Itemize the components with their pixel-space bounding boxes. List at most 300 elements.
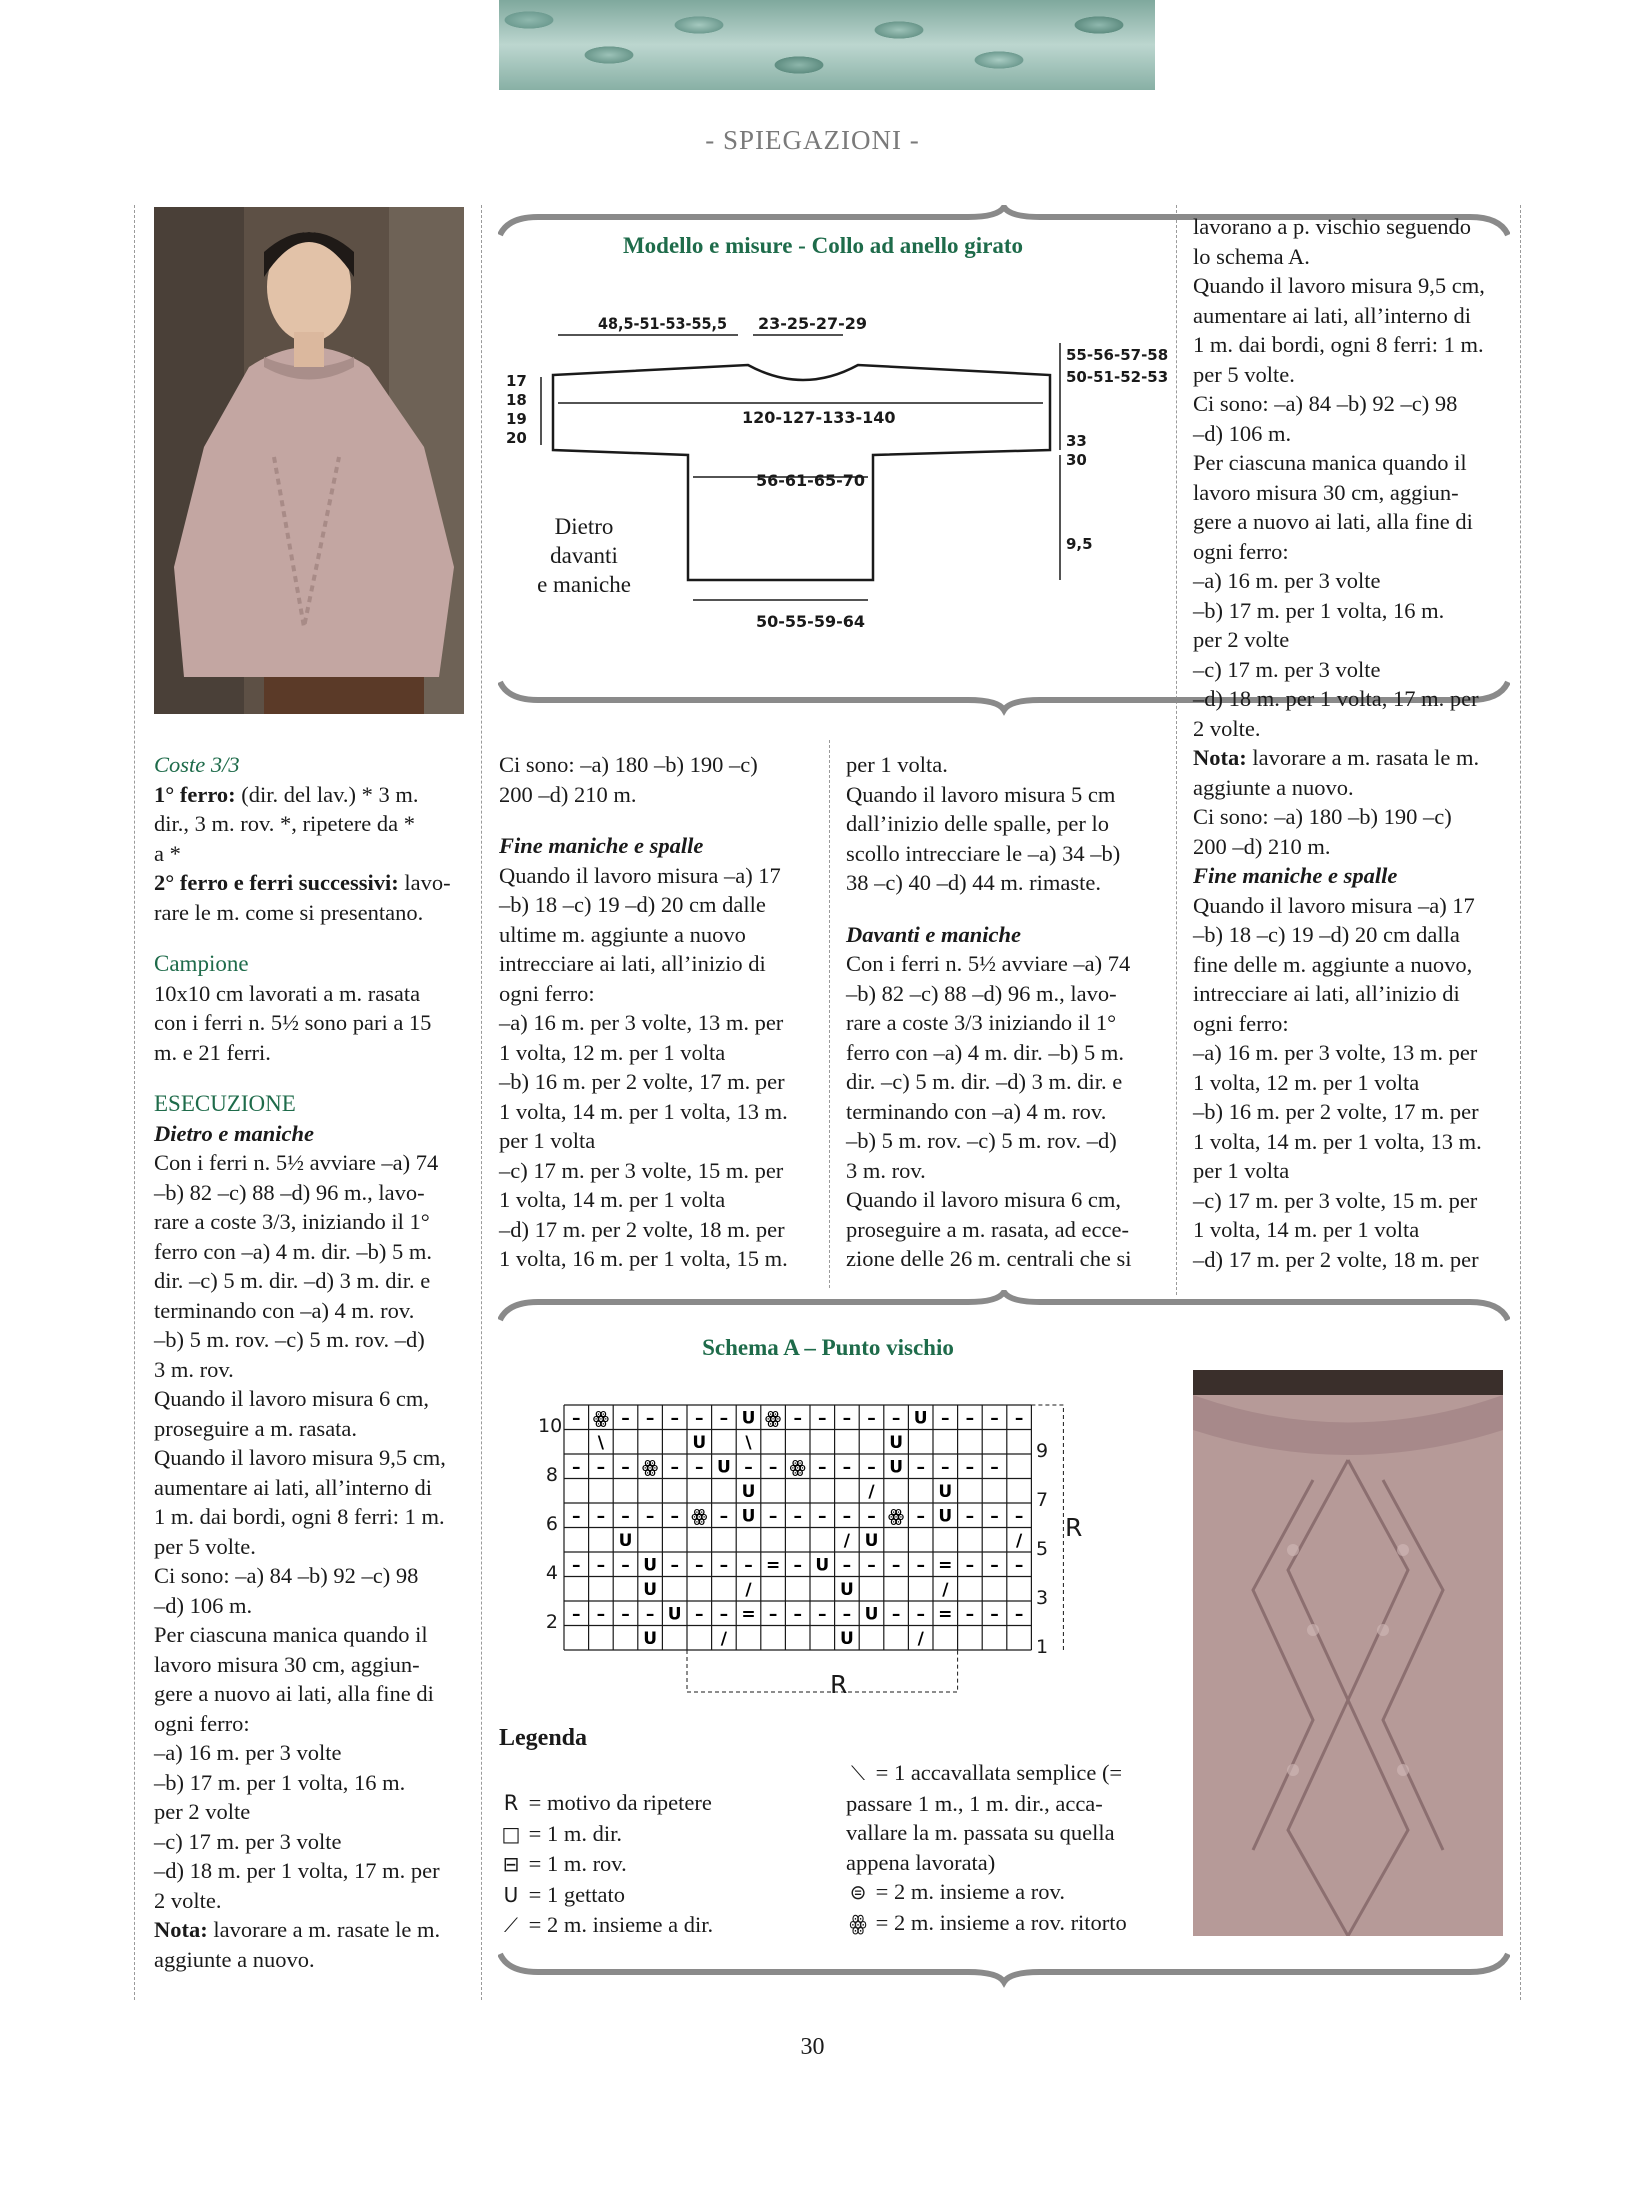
legend-text: = 1 gettato (523, 1881, 626, 1907)
piece-label-2: davanti (550, 543, 618, 568)
col2-line: Quando il lavoro misura –a) 17 (499, 862, 781, 888)
col3-line: 38 –c) 40 –d) 44 m. rimaste. (846, 870, 1101, 895)
chart-symbol: – (768, 1457, 778, 1478)
row-label: 4 (545, 1562, 558, 1584)
chart-symbol: U (864, 1530, 879, 1551)
twisted-stitch-icon: ꙮ (849, 1910, 867, 1935)
dietro-title: Dietro e maniche (154, 1120, 314, 1146)
column-3 (846, 750, 1156, 1274)
chart-symbol: – (670, 1408, 679, 1429)
dim-right-top-1: 55-56-57-58 (1066, 346, 1169, 364)
chart-symbol: – (1014, 1506, 1024, 1527)
chart-symbol: U (889, 1457, 904, 1478)
dietro-line: lavoro misura 30 cm, aggiun- (154, 1651, 420, 1677)
piece-label-3: e maniche (537, 572, 631, 597)
col3-line: zione delle 26 m. centrali che si (846, 1246, 1132, 1271)
dietro-line: proseguire a m. rasata. (154, 1415, 358, 1441)
dietro-line: –a) 16 m. per 3 volte (154, 1740, 342, 1765)
col2-line: intrecciare ai lati, all’inizio di (499, 951, 766, 976)
chart-symbol: – (695, 1555, 704, 1576)
col2-line: per 1 volta (499, 1128, 596, 1153)
chart-symbol: – (744, 1555, 753, 1576)
chart-symbol: – (990, 1408, 999, 1429)
chart-symbol: – (990, 1506, 999, 1527)
chart-symbol: ꙮ (764, 1408, 782, 1429)
row-label: 2 (545, 1611, 558, 1633)
chart-symbol: U (839, 1579, 854, 1600)
chart-symbol: – (621, 1457, 630, 1478)
col4-line: 1 volta, 14 m. per 1 volta, 13 m. (1193, 1128, 1482, 1154)
chart-symbol: – (891, 1604, 901, 1625)
davanti-title: Davanti e maniche (846, 921, 1021, 947)
repeat-label-right: R (1065, 1513, 1083, 1542)
chart-symbol: – (990, 1457, 999, 1478)
model-photo (154, 207, 464, 714)
chart-symbol: ∕ (942, 1579, 949, 1600)
dim-left-1: 17 (506, 372, 527, 390)
legend-right (846, 1758, 1166, 1938)
col4-line: ogni ferro: (1193, 1010, 1289, 1036)
schema-bottom-brace (498, 1950, 1510, 1990)
dim-sleeve-width: 48,5-51-53-55,5 (598, 314, 728, 333)
chart-symbol: – (572, 1408, 581, 1429)
row-label: 10 (538, 1415, 563, 1437)
col4-line: –a) 16 m. per 3 volte (1193, 568, 1381, 593)
chart-symbol: – (572, 1457, 581, 1478)
chart-symbol: – (596, 1457, 606, 1478)
chart-symbol: – (965, 1506, 975, 1527)
diagram-title: Modello e misure - Collo ad anello girato (622, 233, 1024, 258)
dietro-line: –b) 5 m. rov. –c) 5 m. rov. –d) (154, 1327, 425, 1352)
chart-symbol: ∕ (868, 1481, 875, 1502)
col4-line: ogni ferro: (1193, 538, 1289, 564)
coste-line-5: rare le m. come si presentano. (154, 899, 424, 925)
chart-symbol: – (867, 1506, 876, 1527)
col4-line: per 5 volte. (1193, 361, 1295, 387)
chart-symbol: – (596, 1506, 606, 1527)
chart-symbol: – (695, 1408, 704, 1429)
col2-line: 1 volta, 14 m. per 1 volta (499, 1187, 726, 1212)
chart-symbol: – (793, 1408, 802, 1429)
stitch-chart (528, 1395, 1108, 1715)
dim-neck-width: 23-25-27-29 (758, 314, 867, 333)
chart-symbol: – (719, 1604, 729, 1625)
col3-line: scollo intrecciare le –a) 34 –b) (846, 840, 1121, 866)
chart-symbol: – (867, 1408, 876, 1429)
section-title: - SPIEGAZIONI - (705, 125, 920, 155)
chart-symbol: – (719, 1408, 729, 1429)
nota-bold: Nota: (154, 1917, 208, 1942)
chart-cells (564, 1405, 1031, 1650)
dietro-line: rare a coste 3/3, iniziando il 1° (154, 1209, 430, 1234)
dietro-line: terminando con –a) 4 m. rov. (154, 1297, 415, 1323)
chart-symbol: ꙮ (789, 1457, 806, 1478)
chart-symbol: U (815, 1555, 830, 1576)
col4-nota-text: lavorare a m. rasata le m. (1246, 745, 1480, 770)
legend-text: = 2 m. insieme a rov. ritorto (870, 1909, 1127, 1935)
chart-symbol: – (941, 1457, 950, 1478)
chart-symbol: = (741, 1604, 756, 1625)
column-1 (154, 750, 462, 1974)
col4-line: –d) 18 m. per 1 volta, 17 m. per (1193, 686, 1479, 711)
coste-line-1 (154, 780, 462, 810)
dim-right-mid (1066, 432, 1087, 470)
col3-line: Con i ferri n. 5½ avviare –a) 74 (846, 951, 1131, 976)
col3-line: –b) 82 –c) 88 –d) 96 m., lavo- (846, 980, 1117, 1006)
dietro-line: –b) 82 –c) 88 –d) 96 m., lavo- (154, 1179, 425, 1205)
col4-line: –c) 17 m. per 3 volte, 15 m. per (1193, 1187, 1478, 1213)
chart-symbol: = (938, 1604, 953, 1625)
chart-symbol: \ (597, 1432, 605, 1453)
col2-line: ogni ferro: (499, 980, 595, 1006)
chart-symbol: – (793, 1555, 802, 1576)
schema-top-brace (498, 1290, 1510, 1330)
column-divider (1520, 205, 1521, 2000)
nota-line-2: aggiunte a nuovo. (154, 1946, 315, 1972)
col2-line: Ci sono: –a) 180 –b) 190 –c) (499, 752, 758, 777)
col4-line: Ci sono: –a) 180 –b) 190 –c) (1193, 804, 1452, 829)
chart-symbol: ∕ (1015, 1530, 1023, 1551)
dietro-line: 3 m. rov. (154, 1356, 234, 1382)
col4-line: 2 volte. (1193, 715, 1261, 741)
col4-line: intrecciare ai lati, all’inizio di (1193, 981, 1460, 1006)
legend-text: = 1 accavallata semplice (= (870, 1760, 1123, 1785)
chart-symbol: – (793, 1506, 802, 1527)
lace-closeup-photo (1193, 1370, 1503, 1936)
chart-symbol: – (916, 1555, 925, 1576)
col4-line: lavoro misura 30 cm, aggiun- (1193, 479, 1459, 505)
row-label: 6 (545, 1513, 558, 1535)
lace-closeup-illustration (1193, 1370, 1503, 1936)
legend-item-rov (499, 1849, 819, 1880)
col3-line: rare a coste 3/3 iniziando il 1° (846, 1010, 1117, 1035)
dietro-line: aumentare ai lati, all’interno di (154, 1474, 433, 1500)
col2-line: –b) 18 –c) 19 –d) 20 cm dalle (499, 892, 766, 917)
coste-line-4-bold: 2° ferro e ferri successivi: (154, 870, 399, 895)
chart-symbol: U (889, 1432, 904, 1453)
dietro-line: per 5 volte. (154, 1533, 256, 1559)
col4-line: Quando il lavoro misura 9,5 cm, (1193, 273, 1485, 298)
campione-line-1: 10x10 cm lavorati a m. rasata (154, 980, 421, 1006)
legenda-title: Legenda (499, 1725, 588, 1751)
chart-symbol: ∕ (917, 1628, 924, 1649)
col3-line: dall’inizio delle spalle, per lo (846, 811, 1110, 836)
chart-symbol: ꙮ (641, 1457, 659, 1478)
chart-symbol: – (916, 1457, 925, 1478)
col4-line: lavorano a p. vischio seguendo (1193, 214, 1472, 239)
dim-right-mid-2: 30 (1066, 451, 1087, 469)
schema-title: Schema A – Punto vischio (702, 1335, 954, 1360)
chart-symbol: – (670, 1457, 679, 1478)
chart-symbol: – (1014, 1604, 1024, 1625)
coste-line-2: dir., 3 m. rov. *, ripetere da * (154, 811, 415, 836)
chart-symbol: U (913, 1408, 928, 1429)
chart-symbol: – (1014, 1408, 1024, 1429)
chart-symbol: – (572, 1604, 581, 1625)
chart-symbol: U (643, 1628, 658, 1649)
col2-line: 1 volta, 14 m. per 1 volta, 13 m. (499, 1098, 788, 1124)
chart-symbol: U (667, 1604, 682, 1625)
campione-title: Campione (154, 951, 249, 976)
col4-line: –b) 17 m. per 1 volta, 16 m. (1193, 597, 1445, 623)
legend-left (499, 1788, 819, 1941)
row-label: 1 (1036, 1636, 1049, 1658)
chart-symbol: – (670, 1555, 679, 1576)
chart-symbol: ∕ (720, 1628, 728, 1649)
chart-symbol: \ (745, 1432, 752, 1453)
dietro-line: per 2 volte (154, 1799, 251, 1824)
col4-line: Ci sono: –a) 84 –b) 92 –c) 98 (1193, 391, 1458, 416)
chart-symbol: – (719, 1555, 729, 1576)
chart-symbol: U (692, 1432, 707, 1453)
col4-line: –c) 17 m. per 3 volte (1193, 656, 1381, 682)
col2-line: 200 –d) 210 m. (499, 781, 637, 807)
coste-line-4 (154, 868, 462, 898)
row-labels-right (1036, 1427, 1048, 1672)
chart-symbol: – (818, 1506, 827, 1527)
fine-maniche-title: Fine maniche e spalle (499, 833, 704, 858)
col4-fine-title: Fine maniche e spalle (1193, 863, 1398, 888)
dim-left-2: 18 (506, 391, 527, 409)
legend-text: = 1 m. dir. (523, 1820, 622, 1846)
row-labels-left (538, 1402, 563, 1647)
col2-line: 1 volta, 16 m. per 1 volta, 15 m. (499, 1246, 788, 1271)
chart-symbol: – (990, 1555, 999, 1576)
dietro-line: –d) 106 m. (154, 1592, 253, 1618)
repeat-bracket-bottom (687, 1650, 958, 1692)
legend-item-skpo (846, 1758, 1166, 1789)
coste-title: Coste 3/3 (154, 752, 240, 777)
col3-line: ferro con –a) 4 m. dir. –b) 5 m. (846, 1039, 1125, 1065)
piece-label-1: Dietro (554, 514, 614, 539)
chart-symbol: ꙮ (691, 1506, 708, 1527)
dietro-line: –c) 17 m. per 3 volte (154, 1828, 342, 1854)
dietro-line: Per ciascuna manica quando il (154, 1622, 428, 1647)
col4-line: lo schema A. (1193, 243, 1310, 269)
row-label: 3 (1036, 1587, 1049, 1609)
col3-line: proseguire a m. rasata, ad ecce- (846, 1216, 1129, 1242)
chart-symbol: – (891, 1555, 901, 1576)
chart-symbol: – (916, 1604, 925, 1625)
chart-symbol: – (572, 1555, 581, 1576)
chart-symbol: – (621, 1555, 630, 1576)
campione-line-3: m. e 21 ferri. (154, 1039, 271, 1065)
chart-symbol: – (965, 1555, 975, 1576)
chart-symbol: – (695, 1457, 704, 1478)
chart-symbol: ∕ (745, 1579, 752, 1600)
dietro-line: ferro con –a) 4 m. dir. –b) 5 m. (154, 1238, 433, 1264)
col4-line: 1 volta, 14 m. per 1 volta (1193, 1217, 1420, 1242)
diagram-piece-label (510, 512, 658, 599)
chart-symbol: – (645, 1506, 655, 1527)
legend-text: = 2 m. insieme a rov. (870, 1879, 1065, 1904)
chart-symbol: = (938, 1555, 953, 1576)
dim-left (506, 372, 527, 448)
dietro-line: ogni ferro: (154, 1710, 250, 1736)
row-label: 5 (1036, 1538, 1049, 1560)
chart-symbol: – (572, 1506, 581, 1527)
column-4 (1193, 212, 1503, 1274)
legend-item-repeat (499, 1788, 819, 1819)
legend-item-p2tog (846, 1877, 1166, 1908)
dietro-line: –b) 17 m. per 1 volta, 16 m. (154, 1769, 406, 1795)
dietro-line: Quando il lavoro misura 9,5 cm, (154, 1445, 446, 1470)
chart-symbol: – (695, 1604, 704, 1625)
stitch-chart-grid (528, 1395, 1108, 1715)
col3-line: 3 m. rov. (846, 1157, 926, 1183)
col3-line: –b) 5 m. rov. –c) 5 m. rov. –d) (846, 1128, 1117, 1153)
col4-line: –d) 106 m. (1193, 420, 1292, 446)
page-number: 30 (800, 2034, 825, 2060)
column-2 (499, 750, 809, 1274)
chart-symbol: U (618, 1530, 633, 1551)
dietro-line: –d) 18 m. per 1 volta, 17 m. per (154, 1858, 440, 1883)
col2-line: –b) 16 m. per 2 volte, 17 m. per (499, 1069, 785, 1094)
repeat-label-bottom: R (830, 1670, 848, 1699)
dim-bottom-width: 50-55-59-64 (756, 612, 865, 631)
chart-symbol: – (842, 1408, 852, 1429)
col3-line: per 1 volta. (846, 752, 948, 777)
row-label: 7 (1036, 1489, 1049, 1511)
chart-symbol: U (839, 1628, 854, 1649)
chart-symbol: U (741, 1506, 756, 1527)
col2-line: ultime m. aggiunte a nuovo (499, 921, 746, 947)
coste-line-1-text: (dir. del lav.) * 3 m. (235, 781, 419, 807)
chart-symbol: – (744, 1457, 753, 1478)
chart-symbol: – (621, 1408, 630, 1429)
col4-line: per 1 volta (1193, 1158, 1290, 1183)
chart-symbol: – (768, 1604, 778, 1625)
legend-item-p2tog-tbl (846, 1908, 1166, 1939)
coste-line-3: a * (154, 840, 181, 866)
legend-item-k2tog (499, 1910, 819, 1941)
chart-symbol: U (716, 1457, 731, 1478)
chart-symbol: – (670, 1506, 679, 1527)
col3-line: Quando il lavoro misura 6 cm, (846, 1187, 1121, 1212)
legend-text: vallare la m. passata su quella (846, 1820, 1115, 1845)
chart-symbol: – (965, 1408, 975, 1429)
chart-symbol: U (741, 1481, 756, 1502)
col4-nota-line (1193, 743, 1503, 773)
col3-line: Quando il lavoro misura 5 cm (846, 781, 1116, 807)
chart-symbol: – (867, 1555, 876, 1576)
dietro-line: Con i ferri n. 5½ avviare –a) 74 (154, 1150, 439, 1175)
equals-square-icon: ⊜ (849, 1880, 867, 1904)
repeat-icon: R (503, 1791, 519, 1815)
dietro-line: gere a nuovo ai lati, alla fine di (154, 1681, 434, 1706)
k2tog-icon: ⟋ (504, 1913, 518, 1937)
chart-symbol: = (765, 1555, 781, 1576)
dietro-line: dir. –c) 5 m. dir. –d) 3 m. dir. e (154, 1268, 431, 1293)
legend-text: = 2 m. insieme a dir. (523, 1912, 714, 1937)
empty-square-icon: □ (501, 1821, 521, 1846)
chart-symbol: U (864, 1604, 879, 1625)
col4-line: –a) 16 m. per 3 volte, 13 m. per (1193, 1040, 1478, 1065)
column-divider (829, 740, 830, 1288)
model-photo-illustration (154, 207, 464, 714)
minus-square-icon: ⊟ (502, 1852, 520, 1876)
col4-line: aggiunte a nuovo. (1193, 774, 1354, 800)
chart-symbol: U (643, 1579, 658, 1600)
chart-symbol: – (596, 1555, 606, 1576)
col4-line: per 2 volte (1193, 627, 1290, 652)
col2-line: –a) 16 m. per 3 volte, 13 m. per (499, 1010, 784, 1035)
col4-line: Per ciascuna manica quando il (1193, 450, 1467, 475)
chart-symbol: – (842, 1555, 852, 1576)
column-divider (134, 205, 135, 2000)
chart-symbol: – (621, 1506, 630, 1527)
yarn-over-icon: U (503, 1882, 519, 1907)
chart-symbol: – (768, 1506, 778, 1527)
chart-symbol: U (741, 1408, 756, 1429)
legend-item-yo (499, 1880, 819, 1911)
chart-symbol: – (793, 1604, 802, 1625)
chart-symbol: – (719, 1506, 729, 1527)
dim-left-4: 20 (506, 429, 527, 447)
chart-symbol: – (916, 1506, 925, 1527)
col4-line: 1 m. dai bordi, ogni 8 ferri: 1 m. (1193, 332, 1484, 357)
chart-symbol: – (645, 1408, 655, 1429)
coste-line-1-bold: 1° ferro: (154, 781, 236, 807)
yarn-banner-image (499, 0, 1155, 90)
chart-symbol: – (818, 1408, 827, 1429)
col4-line: 1 volta, 12 m. per 1 volta (1193, 1069, 1420, 1095)
chart-symbol: – (842, 1604, 852, 1625)
dim-right-mid-1: 33 (1066, 432, 1087, 450)
chart-symbol: – (818, 1457, 827, 1478)
chart-symbol: U (938, 1481, 953, 1502)
legend-text: passare 1 m., 1 m. dir., acca- (846, 1790, 1103, 1816)
nota-line-1 (154, 1915, 462, 1945)
chart-symbol: – (818, 1604, 827, 1625)
dim-rib-height: 9,5 (1066, 535, 1093, 553)
chart-symbol: U (938, 1506, 953, 1527)
col2-line: –c) 17 m. per 3 volte, 15 m. per (499, 1157, 784, 1183)
chart-symbol: – (842, 1457, 852, 1478)
col3-line: dir. –c) 5 m. dir. –d) 3 m. dir. e (846, 1069, 1123, 1094)
col4-line: aumentare ai lati, all’interno di (1193, 302, 1472, 328)
legend-text: = motivo da ripetere (523, 1790, 712, 1815)
col4-line: Quando il lavoro misura –a) 17 (1193, 892, 1475, 918)
chart-symbol: – (867, 1457, 876, 1478)
chart-symbol: – (621, 1604, 630, 1625)
dim-total-width: 120-127-133-140 (742, 408, 896, 427)
column-divider (481, 205, 482, 2000)
col4-line: –b) 18 –c) 19 –d) 20 cm dalla (1193, 922, 1460, 947)
legend-item-dir (499, 1819, 819, 1850)
col4-line: –d) 17 m. per 2 volte, 18 m. per (1193, 1246, 1479, 1272)
nota-text: lavorare a m. rasate le m. (207, 1917, 441, 1942)
dim-right-top-2: 50-51-52-53 (1066, 368, 1169, 386)
col4-line: 200 –d) 210 m. (1193, 833, 1331, 859)
dietro-line: Ci sono: –a) 84 –b) 92 –c) 98 (154, 1563, 419, 1588)
chart-symbol: – (645, 1604, 655, 1625)
col4-line: fine delle m. aggiunte a nuovo, (1193, 951, 1473, 977)
dim-left-3: 19 (506, 410, 527, 428)
chart-symbol: ꙮ (887, 1506, 905, 1527)
chart-symbol: ∕ (843, 1530, 851, 1551)
chart-symbol: U (643, 1555, 658, 1576)
legend-text: appena lavorata) (846, 1849, 996, 1875)
chart-symbol: – (990, 1604, 999, 1625)
dietro-line: 1 m. dai bordi, ogni 8 ferri: 1 m. (154, 1504, 445, 1529)
col4-nota-bold: Nota: (1193, 745, 1247, 770)
col2-line: 1 volta, 12 m. per 1 volta (499, 1039, 726, 1065)
col4-line: –b) 16 m. per 2 volte, 17 m. per (1193, 1099, 1479, 1124)
row-label: 9 (1036, 1440, 1049, 1462)
col2-line: –d) 17 m. per 2 volte, 18 m. per (499, 1216, 785, 1242)
chart-symbol: – (1014, 1555, 1024, 1576)
